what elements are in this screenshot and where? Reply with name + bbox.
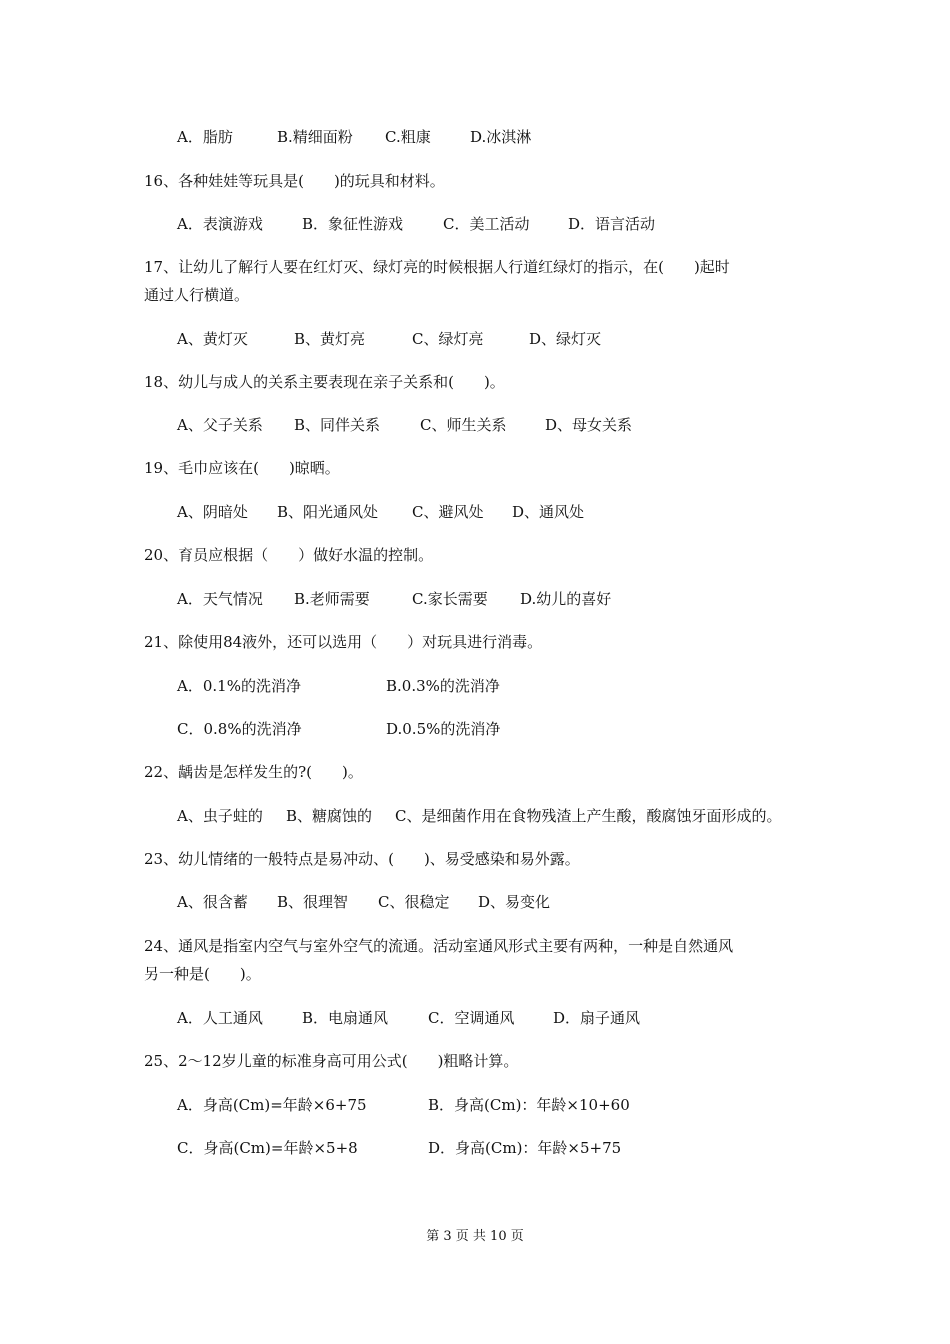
q16-option-b: B．象征性游戏 <box>302 215 404 233</box>
question-21: 21、除使用84液外，还可以选用（ ）对玩具进行消毒。 <box>144 633 543 651</box>
question-20: 20、育员应根据（ ）做好水温的控制。 <box>144 546 434 564</box>
q20-option-a: A．天气情况 <box>177 590 263 608</box>
q25-option-a: A．身高(Cm)=年龄×6+75 <box>177 1096 367 1114</box>
q23-option-b: B、很理智 <box>277 893 349 911</box>
question-19: 19、毛巾应该在( )晾晒。 <box>144 459 340 477</box>
question-17-line-2: 通过人行横道。 <box>144 286 250 304</box>
q21-option-a: A．0.1%的洗消净 <box>177 677 301 695</box>
question-17-line-1: 17、让幼儿了解行人要在红灯灭、绿灯亮的时候根据人行道红绿灯的指示，在( )起时 <box>144 258 730 276</box>
q25-option-c: C．身高(Cm)=年龄×5+8 <box>177 1139 358 1157</box>
q23-option-c: C、很稳定 <box>378 893 450 911</box>
question-24-line-2: 另一种是( )。 <box>144 965 261 983</box>
q17-option-a: A、黄灯灭 <box>177 330 248 348</box>
q22-option-c: C、是细菌作用在食物残渣上产生酸，酸腐蚀牙面形成的。 <box>395 807 782 825</box>
q18-option-c: C、师生关系 <box>420 416 507 434</box>
q23-option-a: A、很含蓄 <box>177 893 248 911</box>
q24-option-c: C．空调通风 <box>428 1009 515 1027</box>
question-22: 22、龋齿是怎样发生的?( )。 <box>144 763 363 781</box>
page-footer: 第 3 页 共 10 页 <box>426 1229 524 1244</box>
q20-option-c: C.家长需要 <box>412 590 488 608</box>
q23-option-d: D、易变化 <box>478 893 551 911</box>
q21-option-c: C．0.8%的洗消净 <box>177 720 302 738</box>
q19-option-b: B、阳光通风处 <box>277 503 379 521</box>
q17-option-d: D、绿灯灭 <box>529 330 602 348</box>
q18-option-a: A、父子关系 <box>177 416 263 434</box>
q25-option-b: B．身高(Cm)：年龄×10+60 <box>428 1096 630 1114</box>
q15-option-c: C.粗康 <box>385 128 431 146</box>
q16-option-d: D．语言活动 <box>568 215 656 233</box>
q24-option-a: A．人工通风 <box>177 1009 263 1027</box>
q25-option-d: D．身高(Cm)：年龄×5+75 <box>428 1139 622 1157</box>
question-23: 23、幼儿情绪的一般特点是易冲动、( )、易受感染和易外露。 <box>144 850 580 868</box>
q18-option-d: D、母女关系 <box>545 416 633 434</box>
q16-option-a: A．表演游戏 <box>177 215 263 233</box>
q22-option-b: B、糖腐蚀的 <box>286 807 373 825</box>
q24-option-b: B．电扇通风 <box>302 1009 389 1027</box>
question-18: 18、幼儿与成人的关系主要表现在亲子关系和( )。 <box>144 373 505 391</box>
q15-option-a: A．脂肪 <box>177 128 233 146</box>
q24-option-d: D．扇子通风 <box>553 1009 641 1027</box>
q20-option-b: B.老师需要 <box>294 590 370 608</box>
q19-option-a: A、阴暗处 <box>177 503 248 521</box>
q21-option-d: D.0.5%的洗消净 <box>386 720 501 738</box>
q15-option-b: B.精细面粉 <box>277 128 353 146</box>
q21-option-b: B.0.3%的洗消净 <box>386 677 500 695</box>
question-24-line-1: 24、通风是指室内空气与室外空气的流通。活动室通风形式主要有两种，一种是自然通风 <box>144 937 734 955</box>
q20-option-d: D.幼儿的喜好 <box>520 590 612 608</box>
question-25: 25、2～12岁儿童的标准身高可用公式( )粗略计算。 <box>144 1052 519 1070</box>
q17-option-c: C、绿灯亮 <box>412 330 484 348</box>
q19-option-d: D、通风处 <box>512 503 585 521</box>
q18-option-b: B、同伴关系 <box>294 416 381 434</box>
question-16: 16、各种娃娃等玩具是( )的玩具和材料。 <box>144 172 445 190</box>
q16-option-c: C．美工活动 <box>443 215 530 233</box>
q15-option-d: D.冰淇淋 <box>470 128 532 146</box>
q22-option-a: A、虫子蛀的 <box>177 807 263 825</box>
q17-option-b: B、黄灯亮 <box>294 330 366 348</box>
q19-option-c: C、避风处 <box>412 503 484 521</box>
